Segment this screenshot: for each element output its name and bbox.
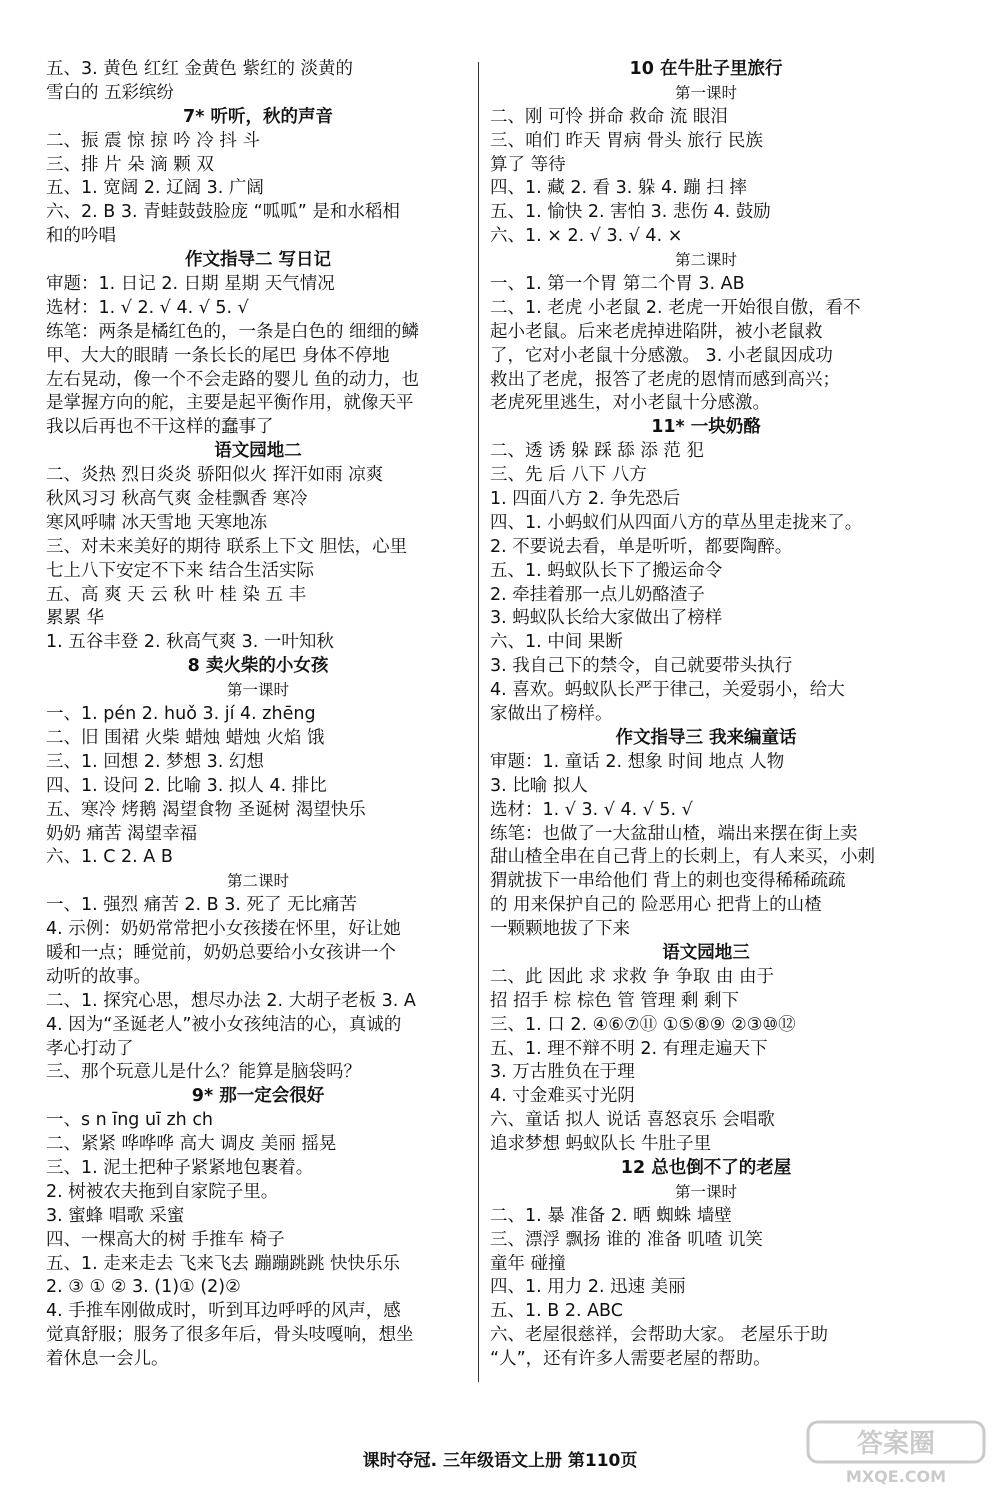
answer-line: 4. 手推车刚做成时，听到耳边呼呼的风声，感 bbox=[46, 1301, 401, 1322]
answer-line: 六、1. × 2. √ 3. √ 4. × bbox=[490, 226, 683, 247]
lesson-subheading: 第二课时 bbox=[674, 251, 737, 270]
answer-line: 家做出了榜样。 bbox=[490, 704, 613, 725]
answer-line: 一颗颗地拔了下来 bbox=[490, 919, 630, 940]
answer-line: 一、1. 强烈 痛苦 2. B 3. 死了 无比痛苦 bbox=[46, 895, 358, 916]
answer-line: 动听的故事。 bbox=[46, 966, 151, 987]
answer-line: 三、咱们 昨天 胃病 骨头 旅行 民族 bbox=[490, 130, 763, 151]
answer-line: 五、1. 愉快 2. 害怕 3. 悲伤 4. 鼓励 bbox=[490, 202, 771, 223]
answer-line: 左右晃动，像一个不会走路的婴儿 鱼的动力，也 bbox=[46, 369, 420, 390]
answer-line: 救出了老虎，报答了老虎的恩情而感到高兴； bbox=[490, 369, 840, 390]
answer-line: 我以后再也不干这样的蠢事了 bbox=[46, 417, 274, 438]
answer-line: 招 招手 棕 棕色 管 管理 剩 剩下 bbox=[490, 990, 739, 1011]
section-heading: 作文指导三 我来编童话 bbox=[615, 727, 797, 748]
answer-line: 五、1. 走来走去 飞来飞去 蹦蹦跳跳 快快乐乐 bbox=[46, 1253, 400, 1274]
answer-line: 二、紧紧 哗哗哗 高大 调皮 美丽 摇晃 bbox=[46, 1134, 337, 1155]
answer-line: 3. 万古胜负在于理 bbox=[490, 1062, 635, 1083]
answer-line: 二、刚 可怜 拼命 救命 流 眼泪 bbox=[490, 106, 728, 127]
answer-line: 了，它对小老鼠十分感激。 3. 小老鼠因成功 bbox=[490, 345, 833, 366]
answer-line: 二、透 诱 躲 踩 舔 添 范 犯 bbox=[490, 441, 704, 462]
lesson-subheading: 第一课时 bbox=[674, 1182, 737, 1201]
answer-line: 着休息一会儿。 bbox=[46, 1349, 169, 1370]
answer-line: 2. 不要说去看，单是听听，都要陶醉。 bbox=[490, 536, 793, 557]
left-column bbox=[46, 58, 470, 1372]
answer-line: 审题：1. 童话 2. 想象 时间 地点 人物 bbox=[490, 751, 785, 772]
lesson-subheading: 第一课时 bbox=[674, 83, 737, 102]
answer-line: 六、2. B 3. 青蛙鼓鼓脸庞 “呱呱” 是和水稻相 bbox=[46, 202, 400, 223]
answer-line: 五、1. B 2. ABC bbox=[490, 1301, 623, 1322]
answer-line: 练笔：也做了一大盆甜山楂，端出来摆在街上卖 bbox=[490, 823, 858, 844]
answer-line: 三、1. 口 2. ④⑥⑦⑪ ①⑤⑧⑨ ②③⑩⑫ bbox=[490, 1014, 796, 1035]
answer-line: 的 用来保护自己的 险恶用心 把背上的山楂 bbox=[490, 895, 822, 916]
answer-line: 四、1. 用力 2. 迅速 美丽 bbox=[490, 1277, 686, 1298]
answer-line: 秋风习习 秋高气爽 金桂飘香 寒冷 bbox=[46, 489, 308, 510]
answer-line: 3. 比喻 拟人 bbox=[490, 775, 588, 796]
section-heading: 语文园地二 bbox=[214, 441, 302, 462]
answer-line: 二、振 震 惊 掠 吟 冷 抖 斗 bbox=[46, 130, 260, 151]
answer-line: 六、老屋很慈祥，会帮助大家。 老屋乐于助 bbox=[490, 1325, 829, 1346]
watermark-top: 答案圈 bbox=[856, 1429, 936, 1459]
answer-line: 1. 五谷丰登 2. 秋高气爽 3. 一叶知秋 bbox=[46, 632, 334, 653]
answer-line: 是掌握方向的舵，主要是起平衡作用，就像天平 bbox=[46, 393, 414, 414]
column-divider bbox=[478, 62, 479, 1382]
answer-line: 二、炎热 烈日炎炎 骄阳似火 挥汗如雨 凉爽 bbox=[46, 465, 384, 486]
answer-line: 1. 四面八方 2. 争先恐后 bbox=[490, 489, 681, 510]
answer-line: 六、童话 拟人 说话 喜怒哀乐 会唱歌 bbox=[490, 1110, 775, 1131]
lesson-subheading: 第二课时 bbox=[226, 872, 289, 891]
answer-line: 四、1. 小蚂蚁们从四面八方的草丛里走拢来了。 bbox=[490, 512, 863, 533]
answer-line: 3. 蚂蚁队长给大家做出了榜样 bbox=[490, 608, 723, 629]
answer-line: 二、1. 老虎 小老鼠 2. 老虎一开始很自傲，看不 bbox=[490, 297, 861, 318]
answer-line: 寒风呼啸 冰天雪地 天寒地冻 bbox=[46, 512, 268, 533]
answer-line: 五、3. 黄色 红红 金黄色 紫红的 淡黄的 bbox=[46, 59, 354, 79]
watermark-bottom: MXQE.COM bbox=[845, 1467, 947, 1486]
answer-line: 练笔：两条是橘红色的，一条是白色的 细细的鳞 bbox=[46, 321, 420, 342]
answer-line: 五、寒冷 烤鹅 渴望食物 圣诞树 渴望快乐 bbox=[46, 799, 366, 820]
answer-line: 和的吟唱 bbox=[46, 226, 116, 247]
answer-line: 童年 碰撞 bbox=[490, 1253, 566, 1274]
answer-line: 选材：1. √ 2. √ 4. √ 5. √ bbox=[46, 297, 249, 318]
answer-line: 2. 牵挂着那一点儿奶酪渣子 bbox=[490, 584, 705, 605]
answer-line: 2. 树被农夫拖到自家院子里。 bbox=[46, 1181, 279, 1202]
answer-line: 七上八下安定不下来 结合生活实际 bbox=[46, 560, 315, 581]
answer-line: 四、1. 藏 2. 看 3. 躲 4. 蹦 扫 摔 bbox=[490, 178, 747, 199]
answer-line: 选材：1. √ 3. √ 4. √ 5. √ bbox=[490, 799, 693, 820]
answer-line: 六、1. C 2. A B bbox=[46, 847, 173, 868]
answer-line: 猬就拔下一串给他们 背上的刺也变得稀稀疏疏 bbox=[490, 871, 846, 892]
answer-line: 追求梦想 蚂蚁队长 牛肚子里 bbox=[490, 1134, 712, 1155]
answer-line: 老虎死里逃生，对小老鼠十分感激。 bbox=[490, 393, 770, 414]
answer-line: 算了 等待 bbox=[490, 154, 566, 175]
answer-line: 二、此 因此 求 求救 争 争取 由 由于 bbox=[490, 966, 774, 987]
section-heading: 语文园地三 bbox=[662, 942, 750, 963]
answer-line: 4. 示例：奶奶常常把小女孩搂在怀里，好让她 bbox=[46, 919, 401, 940]
lesson-subheading: 第一课时 bbox=[226, 681, 289, 700]
answer-line: 三、1. 泥土把种子紧紧地包裹着。 bbox=[46, 1157, 314, 1178]
answer-line: 孝心打动了 bbox=[46, 1038, 134, 1059]
watermark-logo bbox=[806, 1420, 986, 1486]
right-column bbox=[490, 58, 922, 1372]
answer-line: 3. 蜜蜂 唱歌 采蜜 bbox=[46, 1205, 185, 1226]
section-heading: 12 总也倒不了的老屋 bbox=[620, 1157, 792, 1178]
answer-line: 三、排 片 朵 滴 颗 双 bbox=[46, 154, 214, 175]
answer-line: 三、漂浮 飘扬 谁的 准备 叽喳 讥笑 bbox=[490, 1229, 763, 1250]
section-heading: 8 卖火柴的小女孩 bbox=[187, 656, 329, 677]
answer-line: 四、一棵高大的树 手推车 椅子 bbox=[46, 1229, 285, 1250]
section-heading: 作文指导二 写日记 bbox=[184, 250, 332, 271]
section-heading: 11* 一块奶酪 bbox=[651, 417, 761, 438]
answer-line: 起小老鼠。后来老虎掉进陷阱，被小老鼠救 bbox=[490, 321, 823, 342]
answer-line: 三、那个玩意儿是什么？能算是脑袋吗？ bbox=[46, 1062, 361, 1083]
answer-line: “人”，还有许多人需要老屋的帮助。 bbox=[490, 1349, 771, 1370]
answer-line: 暖和一点；睡觉前，奶奶总要给小女孩讲一个 bbox=[46, 942, 396, 963]
answer-line: 累累 华 bbox=[46, 608, 105, 629]
answer-line: 五、1. 蚂蚁队长下了搬运命令 bbox=[490, 560, 723, 581]
section-heading: 10 在牛肚子里旅行 bbox=[629, 59, 783, 79]
answer-line: 4. 寸金难买寸光阴 bbox=[490, 1086, 635, 1107]
answer-line: 一、1. pén 2. huǒ 3. jí 4. zhēng bbox=[46, 704, 316, 725]
section-heading: 9* 那一定会很好 bbox=[191, 1086, 325, 1107]
answer-line: 一、s n īng uī zh ch bbox=[46, 1110, 214, 1131]
answer-line: 3. 我自己下的禁令，自己就要带头执行 bbox=[490, 656, 793, 677]
answer-line: 三、1. 回想 2. 梦想 3. 幻想 bbox=[46, 751, 264, 772]
answer-line: 2. ③ ① ② 3. (1)① (2)② bbox=[46, 1277, 241, 1298]
answer-line: 觉真舒服；服务了很多年后，骨头吱嘎响，想坐 bbox=[46, 1325, 414, 1346]
answer-line: 4. 喜欢。蚂蚁队长严于律己，关爱弱小，给大 bbox=[490, 680, 845, 701]
answer-line: 奶奶 痛苦 渴望幸福 bbox=[46, 823, 198, 844]
answer-line: 二、旧 围裙 火柴 蜡烛 蜡烛 火焰 饿 bbox=[46, 727, 325, 748]
answer-line: 四、1. 设问 2. 比喻 3. 拟人 4. 排比 bbox=[46, 775, 327, 796]
answer-line: 甜山楂全串在自己背上的长刺上，有人来买，小刺 bbox=[490, 847, 875, 868]
answer-line: 审题：1. 日记 2. 日期 星期 天气情况 bbox=[46, 274, 335, 295]
answer-line: 雪白的 五彩缤纷 bbox=[46, 82, 175, 103]
section-heading: 7* 听听，秋的声音 bbox=[183, 106, 333, 127]
answer-line: 三、对未来美好的期待 联系上下文 胆怯，心里 bbox=[46, 536, 408, 557]
page-footer: 课时夺冠. 三年级语文上册 第110页 bbox=[362, 1451, 638, 1471]
answer-line: 三、先 后 八下 八方 bbox=[490, 465, 647, 486]
answer-line: 五、高 爽 天 云 秋 叶 桂 染 五 丰 bbox=[46, 584, 307, 605]
answer-line: 4. 因为“圣诞老人”被小女孩纯洁的心，真诚的 bbox=[46, 1014, 402, 1035]
answer-line: 五、1. 宽阔 2. 辽阔 3. 广阔 bbox=[46, 178, 264, 199]
answer-line: 甲、大大的眼睛 一条长长的尾巴 身体不停地 bbox=[46, 345, 390, 366]
answer-line: 二、1. 暴 准备 2. 晒 蜘蛛 墙壁 bbox=[490, 1205, 732, 1226]
answer-line: 二、1. 探究心思，想尽办法 2. 大胡子老板 3. A bbox=[46, 990, 416, 1011]
answer-line: 五、1. 理不辩不明 2. 有理走遍天下 bbox=[490, 1038, 768, 1059]
answer-line: 一、1. 第一个胃 第二个胃 3. AB bbox=[490, 274, 745, 295]
answer-line: 六、1. 中间 果断 bbox=[490, 632, 623, 653]
